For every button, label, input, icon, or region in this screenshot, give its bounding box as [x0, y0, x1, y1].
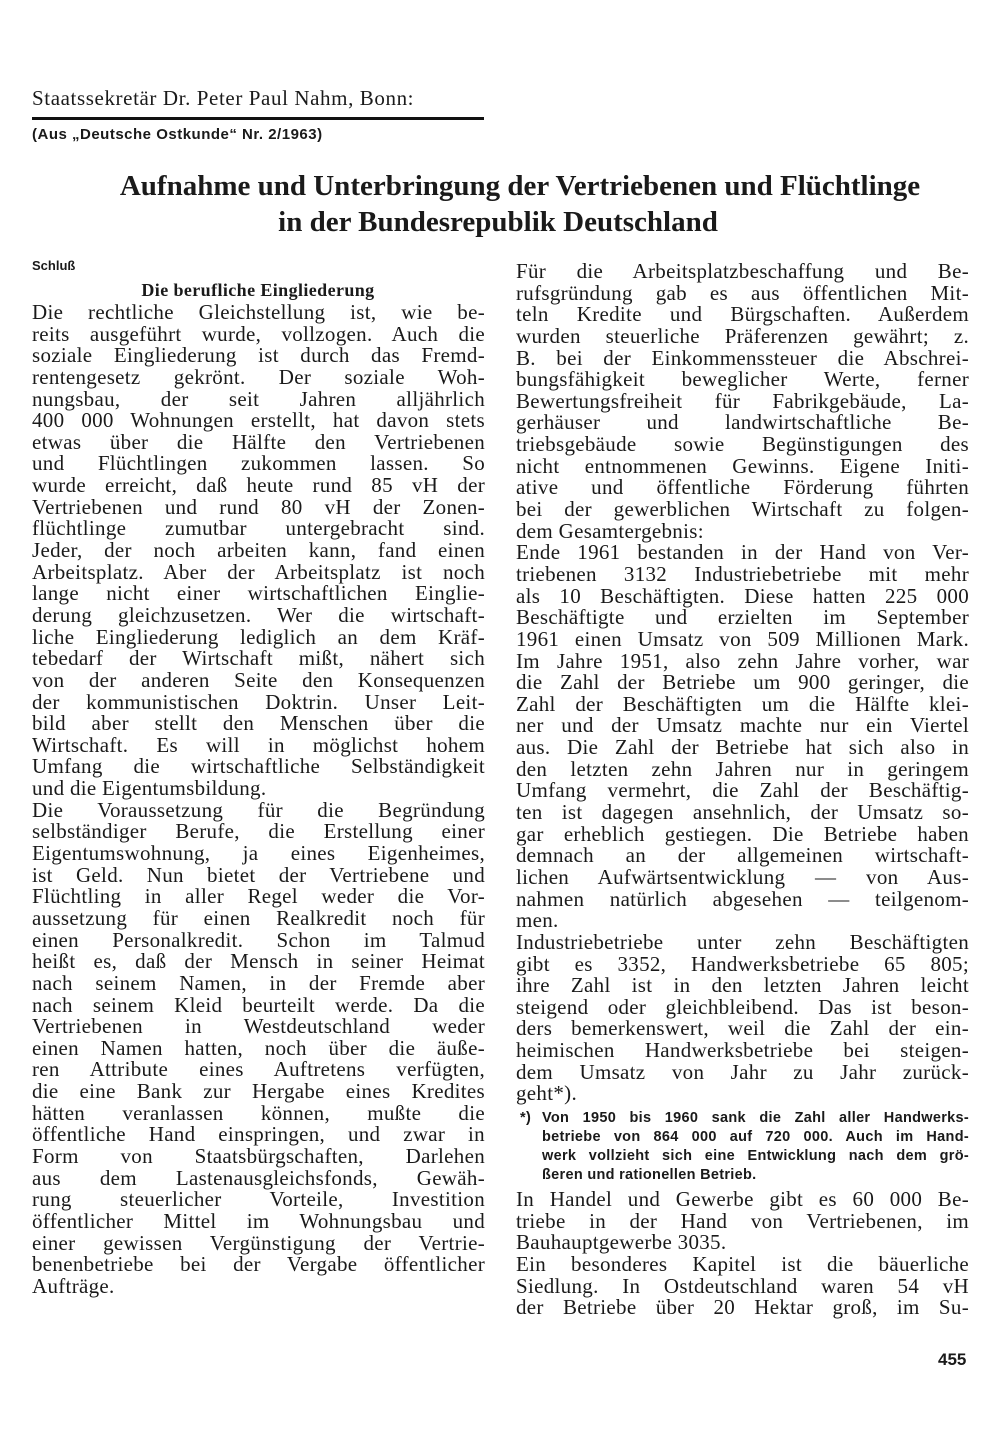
footnote [516, 1109, 969, 1185]
text-line: triebenen 3132 Industriebetriebe mit mehr [516, 561, 969, 586]
text-line: lange nicht einer wirtschaftlichen Einglie- [32, 581, 485, 606]
text-line: bild aber stellt den Menschen über die [32, 711, 485, 736]
text-line: hätten veranlassen können, mußte die [32, 1100, 485, 1125]
footnote-text: Von 1950 bis 1960 sank die Zahl aller Handwerks- [542, 1109, 969, 1126]
footnote-line [516, 1147, 969, 1166]
text-line: nach seinem Namen, in der Fremde aber [32, 970, 485, 995]
text-line: gar erheblich gestiegen. Die Betriebe haben [516, 821, 969, 846]
text-line: bei der gewerblichen Wirtschaft zu folgen- [516, 497, 969, 522]
text-line: und die Eigentumsbildung. [32, 776, 267, 801]
text-line: Zahl der Beschäftigten um die Hälfte klei- [516, 691, 969, 716]
text-line: In Handel und Gewerbe gibt es 60 000 Be- [516, 1186, 969, 1211]
text-line: demnach an der allgemeinen wirtschaft- [516, 843, 969, 868]
footnote-line [516, 1128, 969, 1147]
text-line: men. [516, 908, 559, 933]
text-line: und Flüchtlingen zukommen lassen. So [32, 451, 485, 476]
text-line: der kommunistischen Doktrin. Unser Leit- [32, 689, 485, 714]
text-line: Siedlung. In Ostdeutschland waren 54 vH [516, 1273, 969, 1298]
text-line: öffentlicher Mittel im Wohnungsbau und [32, 1208, 485, 1233]
text-line: ative und öffentliche Förderung führten [516, 475, 969, 500]
text-line: nungsbau, der seit Jahren alljährlich [32, 386, 485, 411]
text-line: soziale Eingliederung ist durch das Fremd- [32, 343, 485, 368]
text-line: rung steuerlicher Vorteile, Investition [32, 1187, 485, 1212]
text-line: aus dem Lastenausgleichsfonds, Gewäh- [32, 1165, 485, 1190]
text-line: tebedarf der Wirtschaft mißt, nähert sich [32, 646, 485, 671]
text-line: etwas über die Hälfte den Vertriebenen [32, 429, 485, 454]
text-line: Bewertungsfreiheit für Fabrikgebäude, La- [516, 388, 969, 413]
text-line: heißt es, daß der Mensch in seiner Heimat [32, 949, 485, 974]
text-line: Umfang die wirtschaftliche Selbständigkeit [32, 754, 485, 779]
text-line: Form von Staatsbürgschaften, Darlehen [32, 1143, 485, 1168]
footnote-line [516, 1109, 969, 1128]
text-line: den letzten zehn Jahren nur in geringem [516, 756, 969, 781]
text-line: triebe in der Hand von Vertriebenen, im [516, 1208, 969, 1233]
text-line: ihre Zahl ist in den letzten Jahren leicht [516, 973, 969, 998]
text-line: Arbeitsplatz. Aber der Arbeitsplatz ist noch [32, 559, 485, 584]
text-line: selbständiger Berufe, die Erstellung einer [32, 819, 485, 844]
text-line: gerhäuser und landwirtschaftliche Be- [516, 410, 969, 435]
paragraph [32, 302, 485, 800]
header-rule [32, 117, 484, 120]
text-line: ren Attribute eines Auftretens verfügten, [32, 1057, 485, 1082]
text-line: 1961 einen Umsatz von 509 Millionen Mark. [516, 626, 969, 651]
text-line: derung gleichzusetzen. Wer die wirtschaft- [32, 602, 485, 627]
text-line: Vertriebenen in Westdeutschland weder [32, 1014, 485, 1039]
text-line: Die rechtliche Gleichstellung ist, wie be- [32, 300, 485, 324]
text-line: dem Gesamtergebnis: [516, 518, 704, 543]
text-line: lichen Aufwärtsentwicklung — von Aus- [516, 864, 969, 889]
text-line: reits ausgeführt wurde, vollzogen. Auch die [32, 321, 485, 346]
paragraph [516, 542, 969, 932]
text-line: nicht entnommenen Gewinns. Eigene Initi- [516, 453, 969, 478]
author-line: Staatssekretär Dr. Peter Paul Nahm, Bonn: [32, 86, 415, 110]
text-line: Industriebetriebe unter zehn Beschäftigten [516, 929, 969, 954]
paragraph [516, 1251, 969, 1320]
continuation-label: Schluß [32, 258, 76, 273]
text-line: liche Eingliederung lediglich an dem Kräf- [32, 624, 485, 649]
text-line: geht*). [516, 1081, 577, 1106]
text-line: gibt es 3352, Handwerksbetriebe 65 805; [516, 951, 969, 976]
text-line: bungsfähigkeit beweglicher Werte, ferner [516, 367, 969, 392]
text-line: Jeder, der noch arbeiten kann, fand einen [32, 538, 485, 563]
text-line: ders bemerkenswert, weil die Zahl der ein- [516, 1016, 969, 1041]
footnote-text: ßeren und rationellen Betrieb. [542, 1166, 757, 1183]
text-line: 400 000 Wohnungen erstellt, hat davon stets [32, 408, 485, 433]
text-line: einen Personalkredit. Schon im Talmud [32, 927, 485, 952]
text-line: Aufträge. [32, 1273, 115, 1298]
text-line: einen Namen hatten, noch über die äuße- [32, 1035, 485, 1060]
text-line: ner und der Umsatz machte nur ein Viertel [516, 713, 969, 738]
text-line: als 10 Beschäftigten. Diese hatten 225 000 [516, 583, 969, 608]
text-line: heimischen Handwerksbetriebe bei steigen- [516, 1038, 969, 1063]
paragraph [32, 797, 485, 1298]
text-line: Bauhauptgewerbe 3035. [516, 1230, 727, 1255]
text-line: Wirtschaft. Es will in möglichst hohem [32, 732, 485, 757]
text-line: benenbetriebe bei der Vergabe öffentlicher [32, 1252, 485, 1277]
text-line: rufsgründung gab es aus öffentlichen Mit- [516, 280, 969, 305]
text-line: teln Kredite und Bürgschaften. Außerdem [516, 302, 969, 327]
article-title-line-2: in der Bundesrepublik Deutschland [278, 206, 718, 238]
text-line: aussetzung für einen Realkredit noch für [32, 905, 485, 930]
text-line: Eigentumswohnung, ja eines Eigenheimes, [32, 841, 485, 866]
text-line: dem Umsatz von Jahr zu Jahr zurück- [516, 1059, 969, 1084]
text-line: einer gewissen Vergünstigung der Vertrie- [32, 1230, 485, 1255]
text-line: öffentliche Hand einspringen, und zwar in [32, 1122, 485, 1147]
text-line: Vertriebenen und rund 80 vH der Zonen- [32, 494, 485, 519]
text-line: ist Geld. Nun bietet der Vertriebene und [32, 862, 485, 887]
text-line: Für die Arbeitsplatzbeschaffung und Be- [516, 259, 969, 283]
footnote-line [516, 1166, 969, 1185]
page-number: 455 [938, 1350, 967, 1369]
section-heading: Die berufliche Eingliederung [141, 280, 375, 300]
text-line: aus. Die Zahl der Betriebe hat sich also in [516, 735, 969, 760]
text-line: wurde erreicht, daß heute rund 85 vH der [32, 473, 485, 498]
text-line: von der anderen Seite den Konsequenzen [32, 667, 485, 692]
text-line: Flüchtling in aller Regel weder die Vor- [32, 884, 485, 909]
text-line: Ein besonderes Kapitel ist die bäuerliche [516, 1251, 969, 1276]
text-line: ten ist dagegen ansehnlich, der Umsatz so- [516, 800, 969, 825]
text-line: flüchtlinge zumutbar untergebracht sind. [32, 516, 485, 541]
text-line: rentengesetz gekrönt. Der soziale Woh- [32, 364, 485, 389]
footnote-mark: *) [520, 1109, 532, 1126]
text-line: die Zahl der Betriebe um 900 geringer, die [516, 670, 969, 695]
text-line: Umfang vermehrt, die Zahl der Beschäftig- [516, 778, 969, 803]
footnote-text: betriebe von 864 000 auf 720 000. Auch im Hand- [542, 1128, 969, 1145]
text-line: triebsgebäude sowie Begünstigungen des [516, 432, 969, 457]
right-column [516, 261, 969, 1319]
article-title-line-1: Aufnahme und Unterbringung der Vertriebenen und Flüchtlinge [119, 170, 921, 202]
source-citation: (Aus „Deutsche Ostkunde“ Nr. 2/1963) [32, 126, 323, 143]
left-column [32, 302, 485, 1297]
paragraph [516, 929, 969, 1106]
text-line: Ende 1961 bestanden in der Hand von Ver- [516, 540, 969, 565]
text-line: B. bei der Einkommenssteuer die Abschrei- [516, 345, 969, 370]
text-line: nahmen natürlich abgesehen — teilgenom- [516, 886, 969, 911]
text-line: der Betriebe über 20 Hektar groß, im Su- [516, 1295, 969, 1320]
text-line: Die Voraussetzung für die Begründung [32, 797, 485, 822]
text-line: Beschäftigte und erzielten im September [516, 605, 969, 630]
text-line: die eine Bank zur Hergabe eines Kredites [32, 1079, 485, 1104]
paragraph [516, 261, 969, 542]
text-line: Im Jahre 1951, also zehn Jahre vorher, war [516, 648, 969, 673]
text-line: steigend oder gleichbleibend. Das ist beson- [516, 994, 969, 1019]
text-line: nach seinem Kleid beurteilt werde. Da die [32, 992, 485, 1017]
footnote-text: werk vollzieht sich eine Entwicklung nach dem grö- [542, 1147, 969, 1164]
paragraph [516, 1186, 969, 1255]
text-line: wurden steuerliche Präferenzen gewährt; z. [516, 323, 969, 348]
